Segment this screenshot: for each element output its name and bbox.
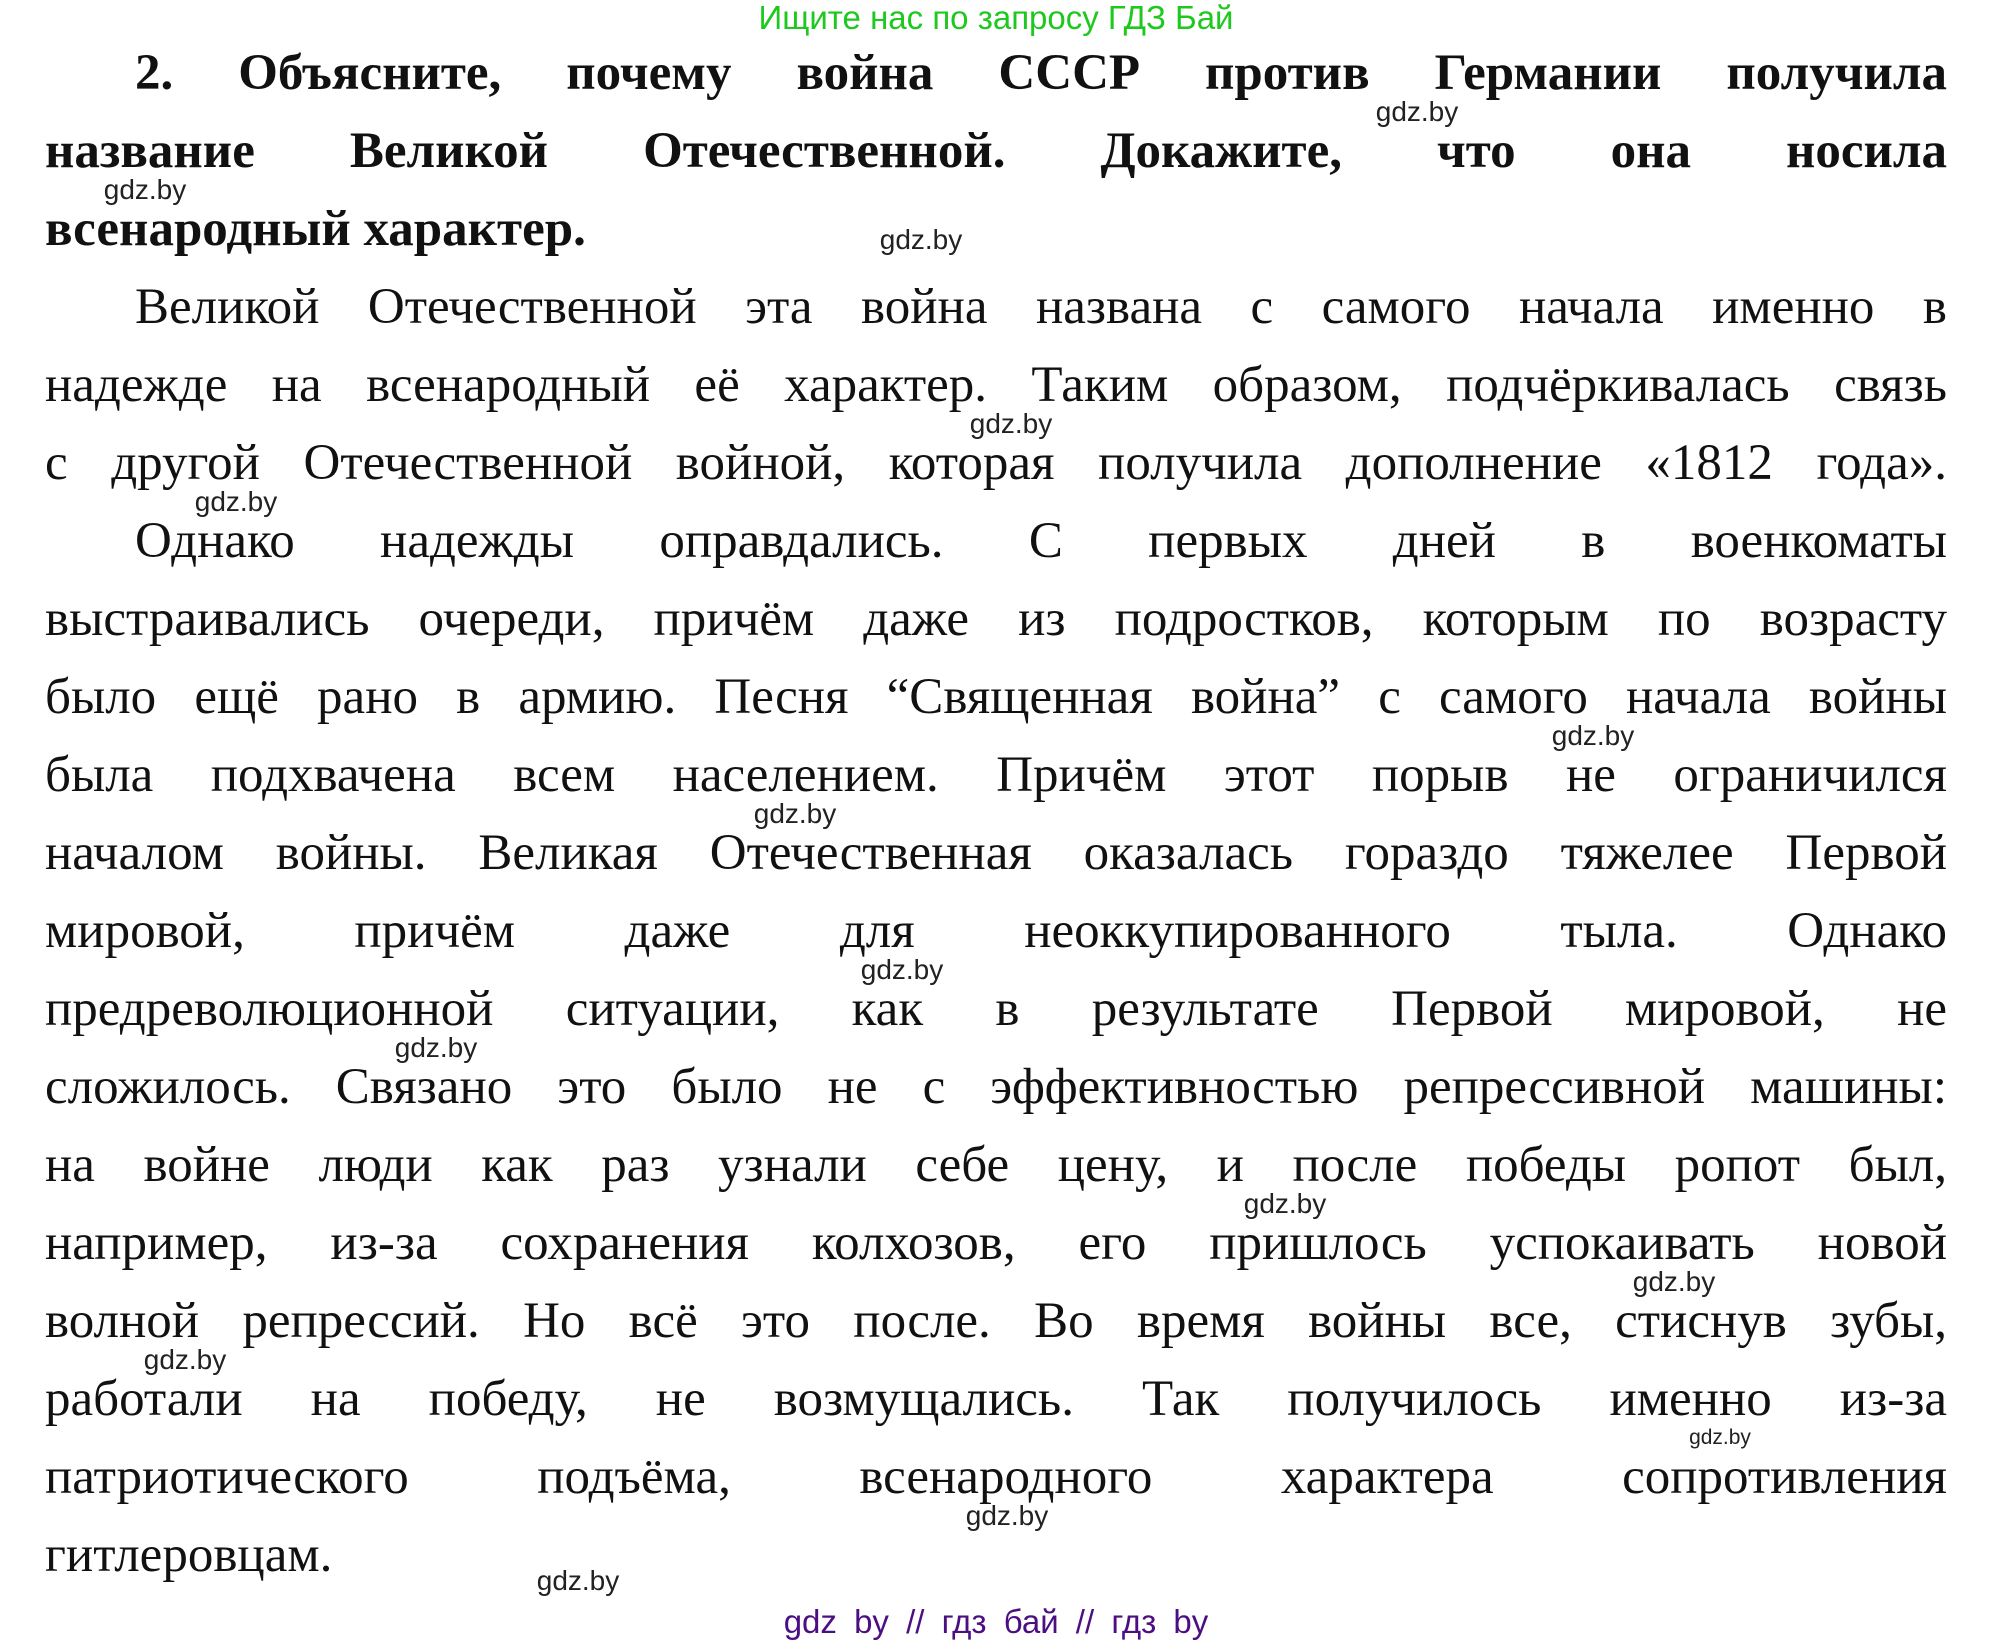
footer-links: gdz by // гдз бай // гдз by: [783, 1603, 1209, 1640]
answer-line: с другой Отечественной войной, которая получила дополнение «1812 года».: [45, 435, 1947, 491]
answer-line: волной репрессий. Но всё это после. Во время войны все, стиснув зубы,: [45, 1293, 1947, 1349]
answer-line: было ещё рано в армию. Песня “Священная война” с самого начала войны: [45, 669, 1947, 725]
question-line: всенародный характер.: [45, 201, 586, 257]
question-line: 2. Объясните, почему война СССР против Германии получила: [135, 45, 1947, 101]
answer-line: была подхвачена всем населением. Причём этот порыв не ограничился: [45, 747, 1947, 803]
watermark: gdz.by: [965, 1500, 1049, 1531]
watermark: gdz.by: [969, 408, 1053, 439]
answer-line: Великой Отечественной эта война названа с самого начала именно в: [135, 279, 1947, 335]
watermark: gdz.by: [1632, 1266, 1716, 1297]
watermark: gdz.by: [1375, 96, 1459, 127]
search-hint-banner: Ищите нас по запросу ГДЗ Бай: [758, 0, 1234, 36]
watermark: gdz.by: [1243, 1188, 1327, 1219]
watermark: gdz.by: [1689, 1426, 1751, 1449]
answer-line: надежде на всенародный её характер. Таким образом, подчёркивалась связь: [45, 357, 1947, 413]
question-line: название Великой Отечественной. Докажите, что она носила: [45, 123, 1947, 179]
watermark: gdz.by: [860, 954, 944, 985]
answer-line: сложилось. Связано это было не с эффективностью репрессивной машины:: [45, 1059, 1947, 1115]
answer-line: предреволюционной ситуации, как в результате Первой мировой, не: [45, 981, 1947, 1037]
answer-paragraph-2: [45, 502, 1947, 1594]
answer-line: например, из-за сохранения колхозов, его пришлось успокаивать новой: [45, 1215, 1947, 1271]
answer-line: Однако надежды оправдались. С первых дней в военкоматы: [135, 513, 1947, 569]
watermark: gdz.by: [879, 224, 963, 255]
watermark: gdz.by: [1551, 720, 1635, 751]
watermark: gdz.by: [143, 1344, 227, 1375]
answer-line: на войне люди как раз узнали себе цену, и после победы ропот был,: [45, 1137, 1947, 1193]
watermark: gdz.by: [103, 174, 187, 205]
answer-line: патриотического подъёма, всенародного характера сопротивления: [45, 1449, 1947, 1505]
answer-paragraph-1: [45, 268, 1947, 502]
answer-line: началом войны. Великая Отечественная оказалась гораздо тяжелее Первой: [45, 825, 1947, 881]
answer-line: мировой, причём даже для неоккупированного тыла. Однако: [45, 903, 1947, 959]
watermark: gdz.by: [753, 798, 837, 829]
document-body: [45, 34, 1947, 1594]
watermark: gdz.by: [194, 486, 278, 517]
answer-line: выстраивались очереди, причём даже из подростков, которым по возрасту: [45, 591, 1947, 647]
watermark: gdz.by: [394, 1032, 478, 1063]
question-heading: [45, 34, 1947, 268]
answer-line: гитлеровцам.: [45, 1527, 333, 1583]
watermark: gdz.by: [536, 1565, 620, 1596]
answer-line: работали на победу, не возмущались. Так получилось именно из-за: [45, 1371, 1947, 1427]
